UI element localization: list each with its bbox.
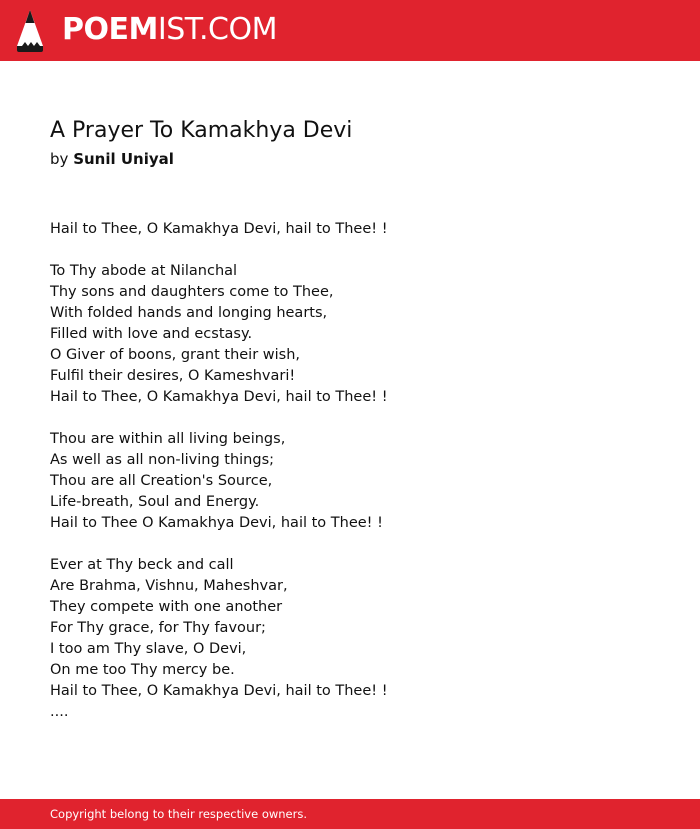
poem-line: Filled with love and ecstasy. bbox=[50, 326, 253, 342]
poem-line: O Giver of boons, grant their wish, bbox=[50, 347, 301, 363]
poem-line: They compete with one another bbox=[50, 599, 283, 615]
poem-line: Are Brahma, Vishnu, Maheshvar, bbox=[50, 578, 288, 594]
by-label: by bbox=[50, 150, 69, 168]
poem-line: Thou are all Creation's Source, bbox=[50, 473, 273, 489]
poem-line: To Thy abode at Nilanchal bbox=[50, 263, 238, 279]
stanza-break bbox=[50, 534, 670, 555]
brand-light: IST.COM bbox=[157, 12, 277, 47]
byline bbox=[50, 150, 174, 168]
site-footer bbox=[0, 799, 700, 829]
poem-line: Fulfil their desires, O Kameshvari! bbox=[50, 368, 296, 384]
poem-line: Hail to Thee, O Kamakhya Devi, hail to Thee! ! bbox=[50, 683, 388, 699]
stanza-break bbox=[50, 240, 670, 261]
poem-line: I too am Thy slave, O Devi, bbox=[50, 641, 247, 657]
pencil-tip-icon[interactable] bbox=[17, 10, 43, 52]
poem-line: Hail to Thee O Kamakhya Devi, hail to Thee! ! bbox=[50, 515, 383, 531]
poem-line: Hail to Thee, O Kamakhya Devi, hail to Thee! ! bbox=[50, 221, 388, 237]
poem-line: For Thy grace, for Thy favour; bbox=[50, 620, 266, 636]
site-header bbox=[0, 0, 700, 61]
poem-line: With folded hands and longing hearts, bbox=[50, 305, 328, 321]
poem-line: .... bbox=[50, 704, 69, 720]
poem-line: Thou are within all living beings, bbox=[50, 431, 286, 447]
copyright-text: Copyright belong to their respective owners. bbox=[50, 807, 308, 821]
poem-line: Ever at Thy beck and call bbox=[50, 557, 234, 573]
poem-body bbox=[50, 219, 670, 723]
author-name: Sunil Uniyal bbox=[73, 150, 174, 168]
site-logo-link[interactable] bbox=[62, 12, 277, 48]
poem-line: Thy sons and daughters come to Thee, bbox=[50, 284, 334, 300]
poem-line: Life-breath, Soul and Energy. bbox=[50, 494, 260, 510]
poem-line: As well as all non-living things; bbox=[50, 452, 275, 468]
poem-line: On me too Thy mercy be. bbox=[50, 662, 235, 678]
poem-line: Hail to Thee, O Kamakhya Devi, hail to Thee! ! bbox=[50, 389, 388, 405]
poem-title: A Prayer To Kamakhya Devi bbox=[50, 118, 353, 143]
stanza-break bbox=[50, 408, 670, 429]
brand-bold: POEM bbox=[62, 12, 158, 47]
